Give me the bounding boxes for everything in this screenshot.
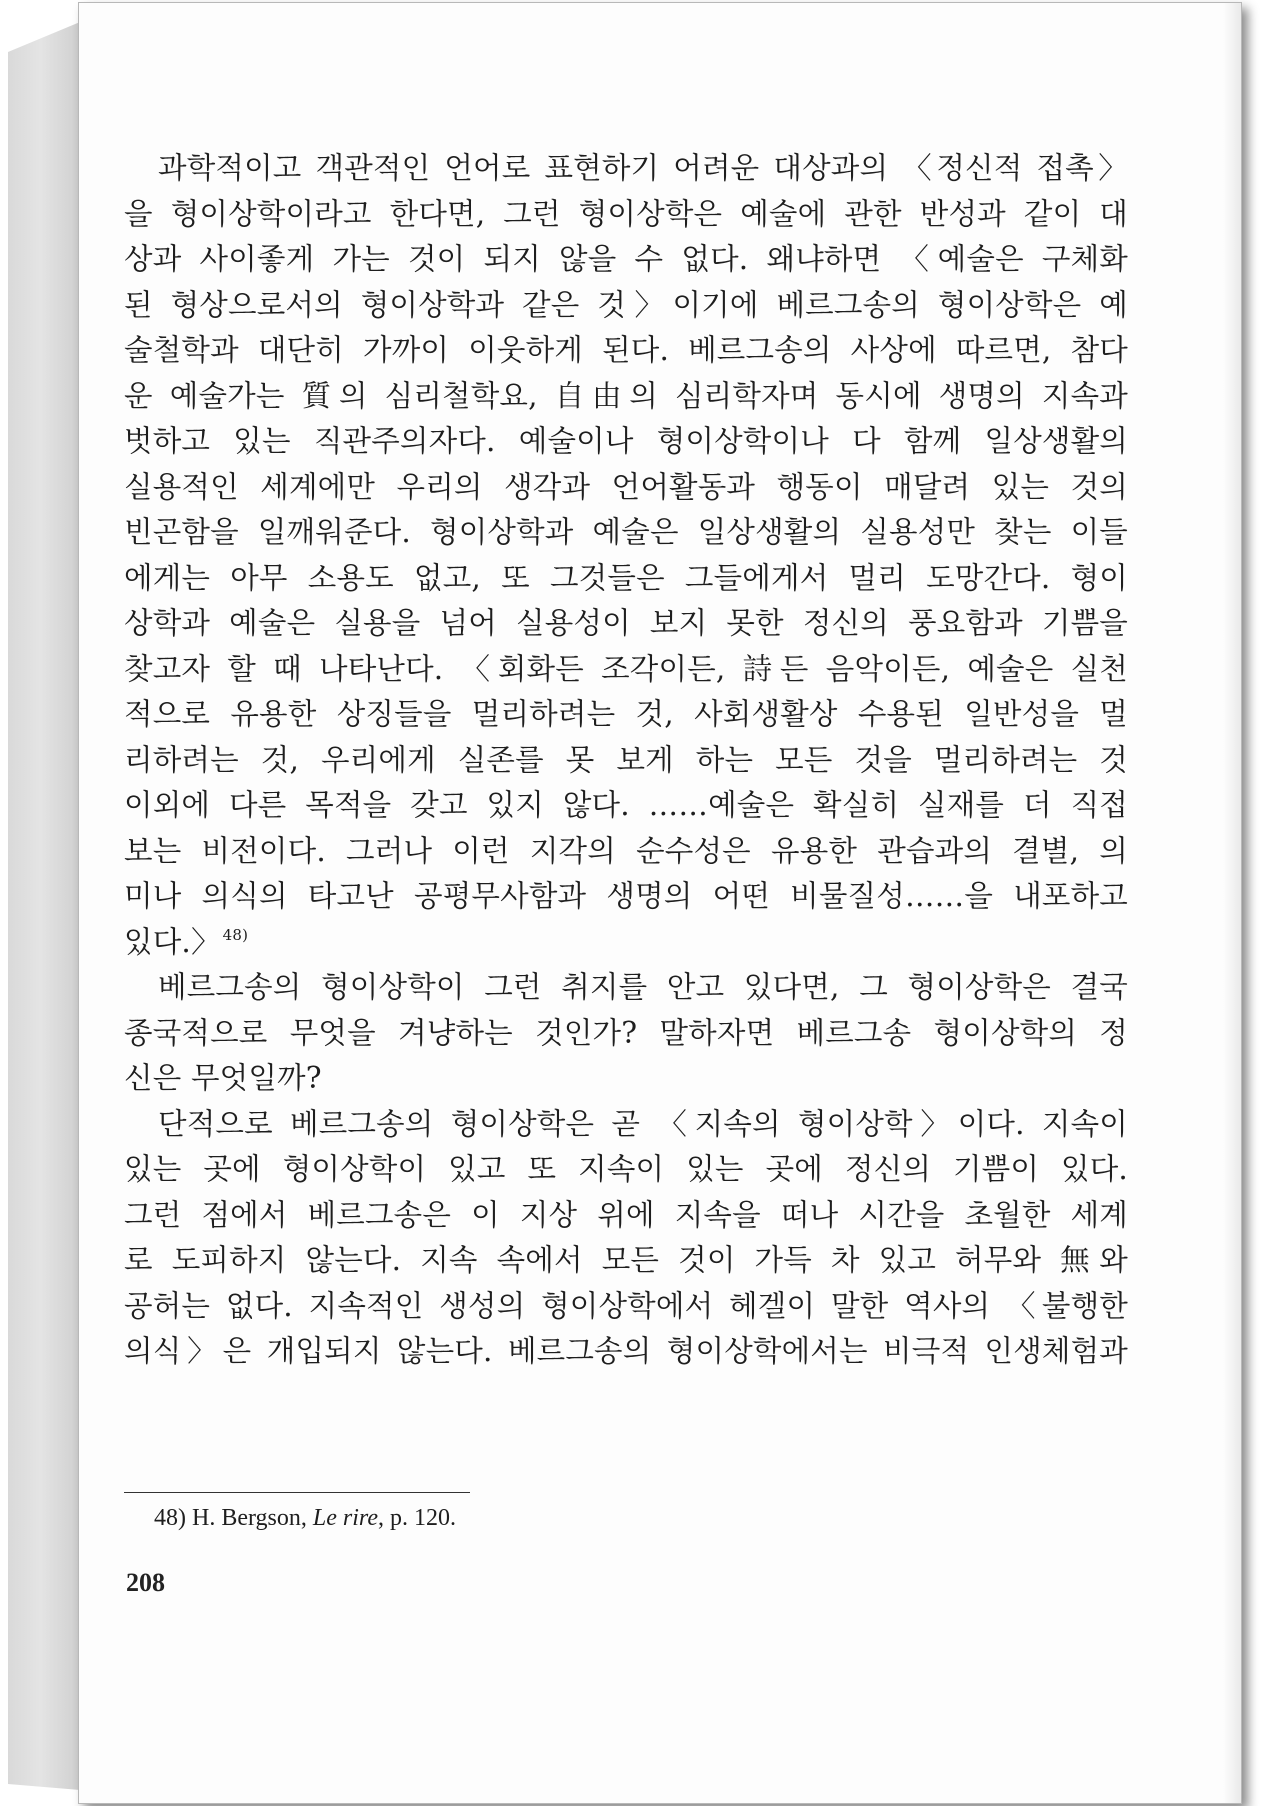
footnote-number: 48) xyxy=(154,1505,186,1531)
footnote-page: , p. 120. xyxy=(378,1505,456,1531)
text-line: 을 형이상학이라고 한다면, 그런 형이상학은 예술에 관한 반성과 같이 대 xyxy=(124,196,1128,231)
text-line xyxy=(124,920,1128,966)
text-line: 에게는 아무 소용도 없고, 또 그것들은 그들에게서 멀리 도망간다. 형이 xyxy=(124,560,1128,595)
book-spine xyxy=(8,22,80,1790)
text-line: 벗하고 있는 직관주의자다. 예술이나 형이상학이나 다 함께 일상생활의 xyxy=(124,424,1128,458)
footnote xyxy=(154,1498,456,1538)
text-line: 그런 점에서 베르그송은 이 지상 위에 지속을 떠나 시간을 초월한 세계 xyxy=(124,1197,1128,1232)
footnote-author: H. Bergson, xyxy=(192,1505,307,1531)
footnote-title: Le rire xyxy=(312,1505,378,1531)
text-line: 과학적이고 객관적인 언어로 표현하기 어려운 대상과의 〈정신적 접촉〉 xyxy=(158,151,1128,185)
text-line: 빈곤함을 일깨워준다. 형이상학과 예술은 일상생활의 실용성만 찾는 이들 xyxy=(124,515,1128,549)
footnote-reference: 48) xyxy=(222,925,249,944)
text-line: 보는 비전이다. 그러나 이런 지각의 순수성은 유용한 관습과의 결별, 의 xyxy=(124,833,1128,868)
text-line: 로 도피하지 않는다. 지속 속에서 모든 것이 가득 차 있고 허무와 無와 xyxy=(124,1243,1128,1277)
text-line: 상학과 예술은 실용을 넘어 실용성이 보지 못한 정신의 풍요함과 기쁨을 xyxy=(124,606,1128,640)
text-line: 이외에 다른 목적을 갖고 있지 않다. ……예술은 확실히 실재를 더 직접 xyxy=(124,788,1128,822)
text-line-content: 있다.〉 xyxy=(124,924,221,959)
text-line: 된 형상으로서의 형이상학과 같은 것〉이기에 베르그송의 형이상학은 예 xyxy=(124,287,1128,322)
text-line: 상과 사이좋게 가는 것이 되지 않을 수 없다. 왜냐하면 〈예술은 구체화 xyxy=(124,242,1128,276)
text-line: 리하려는 것, 우리에게 실존를 못 보게 하는 모든 것을 멀리하려는 것 xyxy=(124,742,1128,777)
text-line: 종국적으로 무엇을 겨냥하는 것인가? 말하자면 베르그송 형이상학의 정 xyxy=(124,1015,1128,1050)
text-line: 의식〉은 개입되지 않는다. 베르그송의 형이상학에서는 비극적 인생체험과 xyxy=(124,1334,1128,1368)
text-line: 술철학과 대단히 가까이 이웃하게 된다. 베르그송의 사상에 따르면, 참다 xyxy=(124,333,1128,367)
text-line: 단적으로 베르그송의 형이상학은 곧 〈지속의 형이상학〉이다. 지속이 xyxy=(158,1106,1128,1141)
text-line: 공허는 없다. 지속적인 생성의 형이상학에서 헤겔이 말한 역사의 〈불행한 xyxy=(124,1288,1128,1323)
text-line: 미나 의식의 타고난 공평무사함과 생명의 어떤 비물질성……을 내포하고 xyxy=(124,879,1128,913)
body-text xyxy=(124,146,1128,1375)
footnote-divider xyxy=(124,1492,470,1493)
text-line: 신은 무엇일까? xyxy=(124,1061,322,1095)
text-line: 적으로 유용한 상징들을 멀리하려는 것, 사회생활상 수용된 일반성을 멀 xyxy=(124,697,1128,731)
text-line: 실용적인 세계에만 우리의 생각과 언어활동과 행동이 매달려 있는 것의 xyxy=(124,469,1128,504)
page-number: 208 xyxy=(126,1568,165,1597)
text-line: 운 예술가는 質의 심리철학요, 自由의 심리학자며 동시에 생명의 지속과 xyxy=(124,378,1128,413)
text-line: 베르그송의 형이상학이 그런 취지를 안고 있다면, 그 형이상학은 결국 xyxy=(158,970,1128,1004)
text-line: 찾고자 할 때 나타난다. 〈회화든 조각이든, 詩든 음악이든, 예술은 실천 xyxy=(124,651,1128,686)
text-line: 있는 곳에 형이상학이 있고 또 지속이 있는 곳에 정신의 기쁨이 있다. xyxy=(124,1152,1128,1186)
